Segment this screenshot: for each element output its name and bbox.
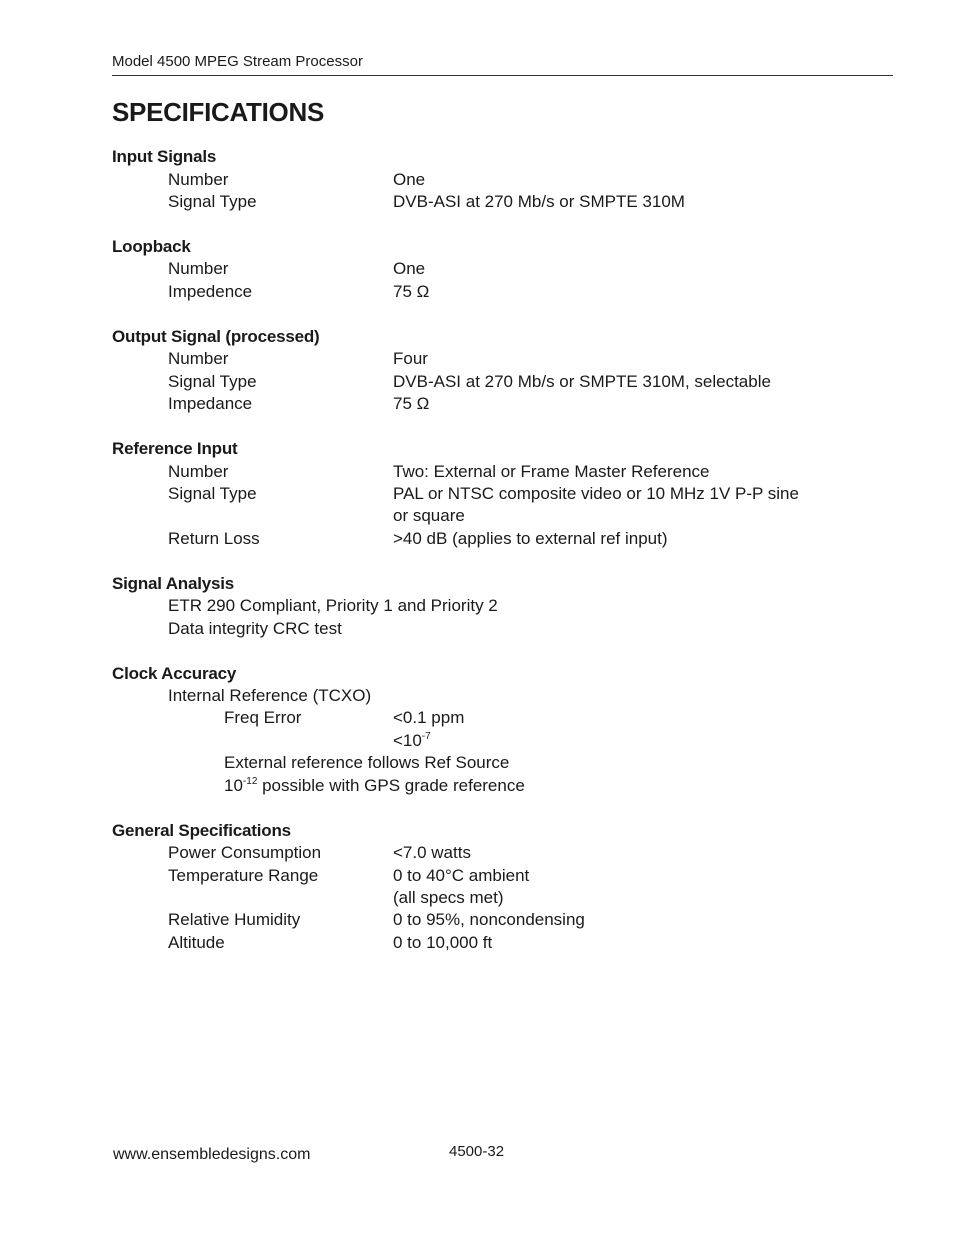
section-heading: Input Signals	[112, 147, 217, 166]
footer-url: www.ensembledesigns.com	[113, 1146, 311, 1163]
spec-value-continued: (all specs met)	[393, 888, 504, 907]
spec-value: One	[393, 170, 426, 189]
section-heading: Reference Input	[112, 439, 238, 458]
spec-label: Number	[168, 259, 229, 278]
spec-value: DVB-ASI at 270 Mb/s or SMPTE 310M	[393, 192, 685, 211]
header-divider	[112, 75, 893, 76]
spec-label: Number	[168, 349, 229, 368]
spec-label: Signal Type	[168, 484, 257, 503]
spec-line: External reference follows Ref Source	[224, 753, 510, 772]
spec-label: Number	[168, 170, 229, 189]
spec-value: Two: External or Frame Master Reference	[393, 462, 710, 481]
header-title: Model 4500 MPEG Stream Processor	[112, 53, 363, 70]
spec-value: One	[393, 259, 426, 278]
spec-value: <7.0 watts	[393, 843, 471, 862]
spec-value: $<10^{-7}$	[393, 731, 431, 750]
spec-line: $10^{-12}$ possible with GPS grade reference	[224, 776, 525, 795]
spec-label: Impedance	[168, 394, 253, 413]
spec-label: Return Loss	[168, 529, 260, 548]
spec-line: Data integrity CRC test	[168, 619, 342, 638]
spec-label: Signal Type	[168, 372, 257, 391]
spec-value: DVB-ASI at 270 Mb/s or SMPTE 310M, selectable	[393, 372, 771, 391]
spec-label: Temperature Range	[168, 866, 319, 885]
spec-value: <0.1 ppm	[393, 708, 465, 727]
spec-value: 0 to 95%, noncondensing	[393, 910, 585, 929]
spec-value: 0 to 40°C ambient	[393, 866, 530, 885]
spec-value: 75 Ω	[393, 394, 430, 413]
spec-label: Impedence	[168, 282, 253, 301]
spec-label: Relative Humidity	[168, 910, 301, 929]
section-heading: Output Signal (processed)	[112, 327, 320, 346]
spec-label: Freq Error	[224, 708, 302, 727]
spec-value: >40 dB (applies to external ref input)	[393, 529, 668, 548]
page-title: SPECIFICATIONS	[112, 97, 325, 127]
spec-value: 0 to 10,000 ft	[393, 933, 493, 952]
spec-sub-heading: Internal Reference (TCXO)	[168, 686, 372, 705]
spec-line: ETR 290 Compliant, Priority 1 and Priority 2	[168, 596, 498, 615]
section-heading: Loopback	[112, 237, 191, 256]
spec-label: Number	[168, 462, 229, 481]
spec-value: PAL or NTSC composite video or 10 MHz 1V P-P sine	[393, 484, 799, 503]
section-heading: General Specifications	[112, 821, 291, 840]
section-heading: Clock Accuracy	[112, 664, 237, 683]
spec-value-continued: or square	[393, 506, 465, 525]
spec-value: 75 Ω	[393, 282, 430, 301]
spec-label: Power Consumption	[168, 843, 322, 862]
page-number: 4500-32	[449, 1143, 505, 1160]
spec-label: Altitude	[168, 933, 225, 952]
spec-label: Signal Type	[168, 192, 257, 211]
spec-value: Four	[393, 349, 428, 368]
section-heading: Signal Analysis	[112, 574, 235, 593]
